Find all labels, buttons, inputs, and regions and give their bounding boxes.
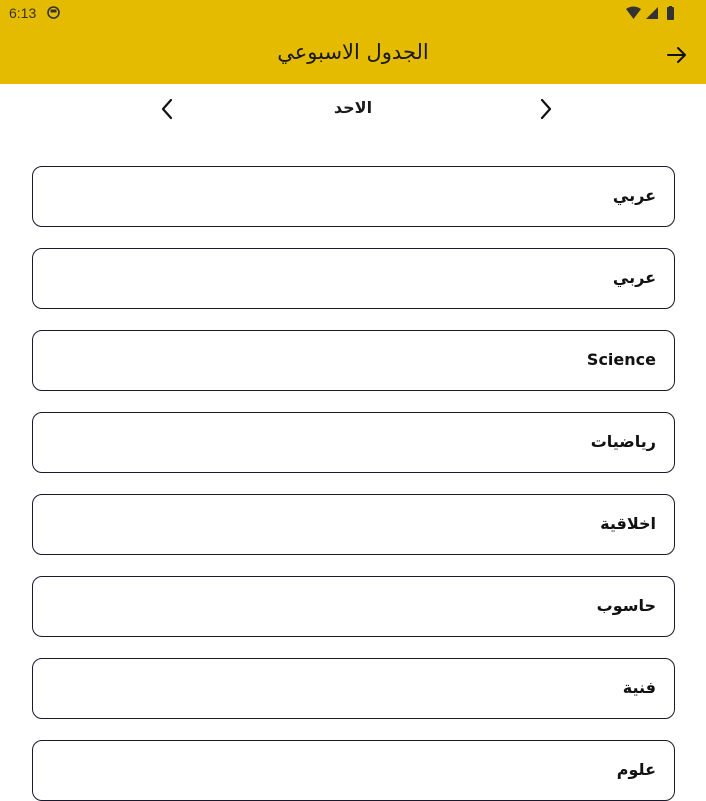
- battery-icon: [667, 7, 674, 20]
- subject-label: عربي: [612, 186, 656, 205]
- current-day-label: الاحد: [333, 98, 373, 117]
- status-time: 6:13: [9, 5, 37, 21]
- next-day-button[interactable]: [531, 94, 561, 124]
- signal-icon: [646, 7, 658, 19]
- status-icons: [626, 6, 678, 20]
- status-bar: [0, 0, 706, 28]
- chevron-right-icon: [538, 98, 554, 120]
- back-button[interactable]: [660, 40, 694, 70]
- subject-item[interactable]: [32, 330, 675, 391]
- subject-item[interactable]: [32, 576, 675, 637]
- subject-item[interactable]: [32, 248, 675, 309]
- day-navigator: [0, 86, 706, 132]
- page-title: الجدول الاسبوعي: [277, 40, 429, 64]
- subject-label: حاسوب: [596, 596, 656, 615]
- arrow-right-icon: [666, 45, 688, 65]
- subject-label: عربي: [612, 268, 656, 287]
- notification-icon: [47, 6, 60, 19]
- subject-label: فنية: [622, 678, 656, 697]
- subject-item[interactable]: [32, 166, 675, 227]
- subject-label: اخلاقية: [600, 514, 656, 533]
- subject-item[interactable]: [32, 412, 675, 473]
- wifi-icon: [626, 7, 641, 20]
- subject-label: رياضيات: [590, 432, 656, 451]
- subject-label: علوم: [616, 760, 656, 779]
- app-bar: [0, 0, 706, 84]
- subject-list: [32, 166, 675, 801]
- subject-label: Science: [586, 350, 656, 369]
- subject-item[interactable]: [32, 658, 675, 719]
- subject-item[interactable]: [32, 494, 675, 555]
- subject-item[interactable]: [32, 740, 675, 801]
